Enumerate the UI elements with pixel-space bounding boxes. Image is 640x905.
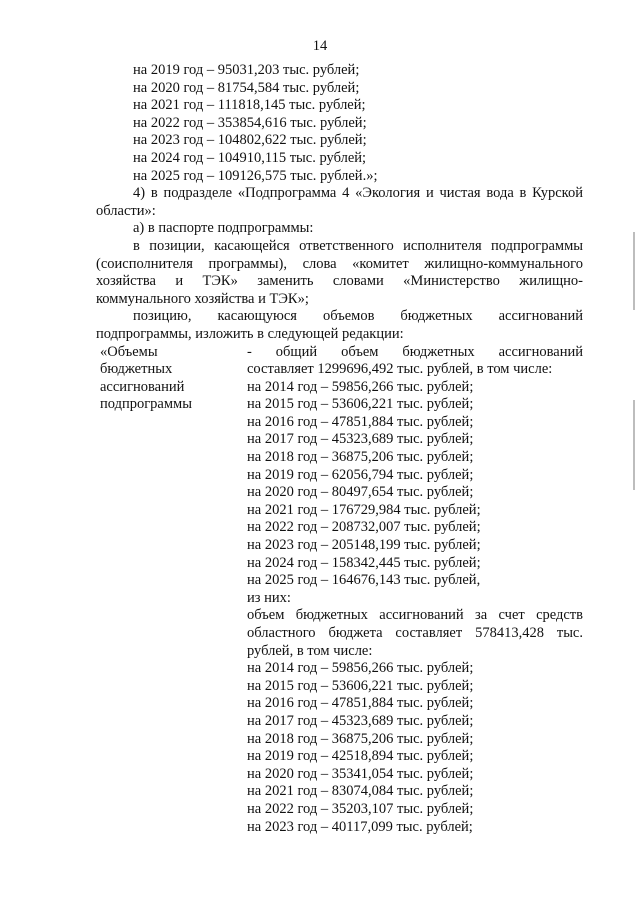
page-number: 14 bbox=[312, 38, 328, 54]
paragraph-line: коммунального хозяйства и ТЭК»; bbox=[96, 290, 309, 307]
table-label: бюджетных bbox=[100, 361, 173, 378]
responsible-paragraph bbox=[96, 238, 583, 308]
regional-year-line: на 2017 год – 45323,689 тыс. рублей; bbox=[247, 712, 474, 729]
funding-line: на 2022 год – 353854,616 тыс. рублей; bbox=[133, 114, 367, 131]
section-4-line: 4) в подразделе «Подпрограмма 4 «Экология и чистая вода в Курской bbox=[133, 185, 583, 202]
total-year-line: на 2016 год – 47851,884 тыс. рублей; bbox=[247, 413, 474, 430]
regional-year-line: на 2020 год – 35341,054 тыс. рублей; bbox=[247, 765, 474, 782]
total-year-line: на 2023 год – 205148,199 тыс. рублей; bbox=[247, 537, 481, 554]
total-year-line: на 2017 год – 45323,689 тыс. рублей; bbox=[247, 431, 474, 448]
item-a: а) в паспорте подпрограммы: bbox=[133, 220, 314, 237]
regional-year-line: на 2021 год – 83074,084 тыс. рублей; bbox=[247, 783, 474, 800]
section-4-line: области»: bbox=[96, 202, 156, 219]
funding-line: на 2020 год – 81754,584 тыс. рублей; bbox=[133, 79, 360, 96]
section-4-heading bbox=[96, 185, 583, 220]
of-them-label: из них: bbox=[247, 589, 291, 606]
document-body bbox=[96, 62, 583, 836]
total-year-line: на 2018 год – 36875,206 тыс. рублей; bbox=[247, 449, 474, 466]
total-year-line: на 2024 год – 158342,445 тыс. рублей; bbox=[247, 554, 481, 571]
total-year-line: на 2022 год – 208732,007 тыс. рублей; bbox=[247, 519, 481, 536]
budget-allocations-table bbox=[96, 344, 583, 837]
regional-year-line: на 2022 год – 35203,107 тыс. рублей; bbox=[247, 800, 474, 817]
table-label: ассигнований bbox=[100, 378, 185, 395]
table-label: подпрограммы bbox=[100, 396, 192, 413]
table-label-column bbox=[96, 344, 247, 837]
funding-line: на 2024 год – 104910,115 тыс. рублей; bbox=[133, 149, 367, 166]
scan-edge-mark bbox=[633, 400, 635, 490]
table-label: «Объемы bbox=[100, 343, 158, 360]
funding-line: на 2019 год – 95031,203 тыс. рублей; bbox=[133, 62, 360, 78]
total-year-line: на 2025 год – 164676,143 тыс. рублей, bbox=[247, 572, 481, 589]
regional-year-line: на 2019 год – 42518,894 тыс. рублей; bbox=[247, 748, 474, 765]
regional-year-line: на 2023 год – 40117,099 тыс. рублей; bbox=[247, 818, 473, 835]
regional-year-line: на 2016 год – 47851,884 тыс. рублей; bbox=[247, 695, 474, 712]
regional-budget-line: объем бюджетных ассигнований за счет средств bbox=[247, 607, 583, 624]
budget-paragraph bbox=[96, 308, 583, 343]
intro-funding-list bbox=[96, 62, 583, 185]
paragraph-line: в позиции, касающейся ответственного исполнителя подпрограммы bbox=[133, 237, 583, 254]
regional-year-line: на 2015 год – 53606,221 тыс. рублей; bbox=[247, 677, 474, 694]
paragraph-line: хозяйства и ТЭК» заменить словами «Министерство жилищно- bbox=[96, 273, 583, 290]
table-total-header: составляет 1299696,492 тыс. рублей, в том числе: bbox=[247, 361, 553, 378]
total-year-line: на 2021 год – 176729,984 тыс. рублей; bbox=[247, 501, 481, 518]
regional-year-line: на 2018 год – 36875,206 тыс. рублей; bbox=[247, 730, 474, 747]
total-year-line: на 2020 год – 80497,654 тыс. рублей; bbox=[247, 484, 474, 501]
total-year-line: на 2015 год – 53606,221 тыс. рублей; bbox=[247, 396, 474, 413]
paragraph-line: позицию, касающуюся объемов бюджетных ассигнований bbox=[133, 308, 583, 325]
scan-edge-mark bbox=[633, 232, 635, 310]
regional-year-line: на 2014 год – 59856,266 тыс. рублей; bbox=[247, 660, 474, 677]
funding-line: на 2021 год – 111818,145 тыс. рублей; bbox=[133, 97, 366, 114]
regional-budget-line: рублей, в том числе: bbox=[247, 642, 373, 659]
funding-line: на 2025 год – 109126,575 тыс. рублей.»; bbox=[133, 167, 378, 184]
regional-budget-line: областного бюджета составляет 578413,428 тыс. bbox=[247, 625, 583, 641]
table-total-header: - общий объем бюджетных ассигнований bbox=[247, 343, 583, 360]
total-year-line: на 2019 год – 62056,794 тыс. рублей; bbox=[247, 466, 474, 483]
paragraph-line: (соисполнителя программы), слова «комитет жилищно-коммунального bbox=[96, 255, 583, 272]
table-value-column bbox=[247, 344, 583, 837]
funding-line: на 2023 год – 104802,622 тыс. рублей; bbox=[133, 132, 367, 149]
total-year-line: на 2014 год – 59856,266 тыс. рублей; bbox=[247, 378, 474, 395]
paragraph-line: подпрограммы, изложить в следующей редакции: bbox=[96, 325, 404, 342]
